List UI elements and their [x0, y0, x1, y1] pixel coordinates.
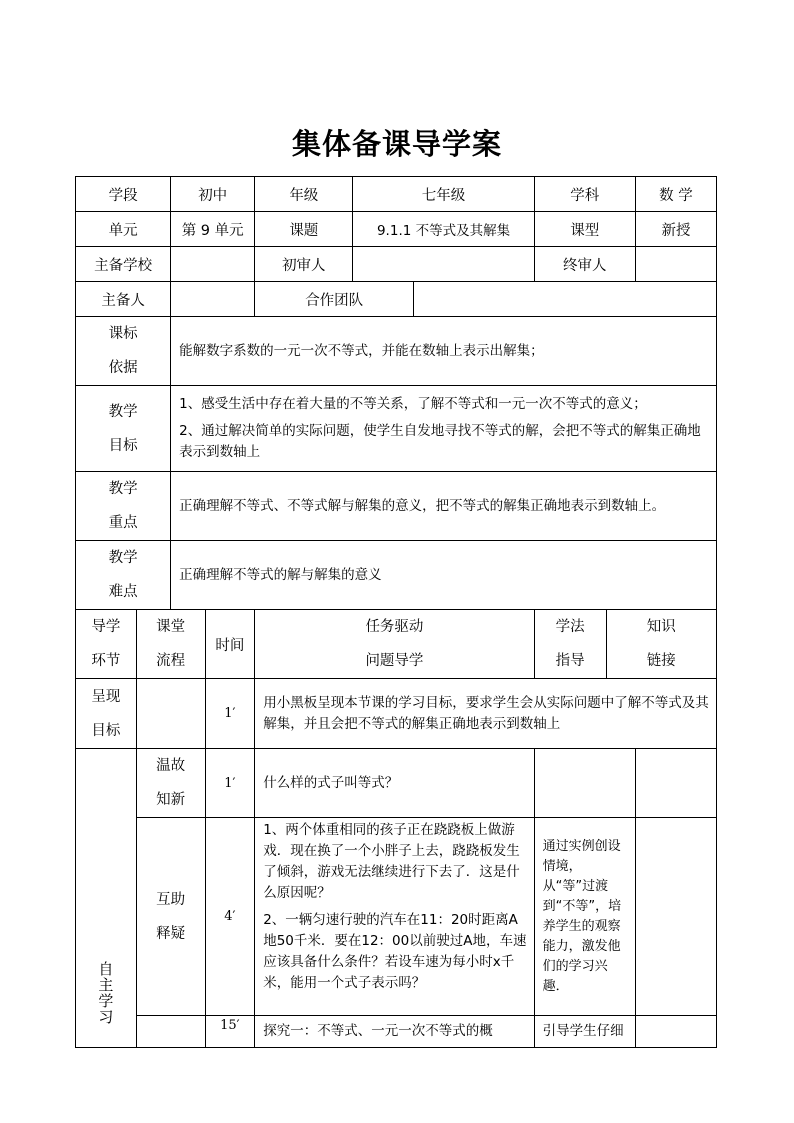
topic-value: 9.1.1 不等式及其解集 — [353, 212, 534, 247]
goal-item-2: 2、通过解决简单的实际问题，使学生自发地寻找不等式的解，会把不等式的解集正确地表示到数轴上 — [179, 423, 701, 460]
key-label-line2: 重点 — [108, 515, 138, 531]
preparer-value[interactable] — [171, 282, 255, 317]
school-label: 主备学校 — [76, 247, 171, 282]
review-link — [635, 749, 716, 818]
col-method-header — [534, 610, 606, 679]
col-stage-header-line2: 环节 — [91, 653, 121, 669]
explore-time: 15′ — [205, 1016, 255, 1048]
standard-label — [76, 317, 171, 386]
key-label-line1: 教学 — [108, 481, 138, 497]
review-label-line2: 知新 — [156, 792, 186, 808]
review-label-line1: 温故 — [156, 758, 186, 774]
key-text: 正确理解不等式、不等式解与解集的意义，把不等式的解集正确地表示到数轴上。 — [171, 472, 717, 541]
col-flow-header — [136, 610, 205, 679]
difficulty-label-line2: 难点 — [108, 584, 138, 600]
col-flow-header-line1: 课堂 — [156, 619, 186, 635]
present-goal-label-line1: 呈现 — [91, 688, 121, 705]
preparer-label: 主备人 — [76, 282, 171, 317]
help-question-1: 1、两个体重相同的孩子正在跷跷板上做游戏．现在换了一个小胖子上去，跷跷板发生了倾斜，游戏无法继续进行下去了．这是什么原因呢？ — [263, 822, 520, 901]
col-task-header-line1: 任务驱动 — [365, 619, 424, 635]
review-text: 什么样的式子叫等式？ — [255, 749, 534, 818]
unit-label: 单元 — [76, 212, 171, 247]
help-link — [635, 818, 716, 1016]
present-goal-label — [76, 679, 137, 749]
col-time-header: 时间 — [205, 610, 255, 679]
self-study-label: 自主学习 — [96, 961, 115, 1025]
unit-value: 第 9 单元 — [171, 212, 255, 247]
goal-label-line1: 教学 — [108, 403, 138, 420]
review-method — [534, 749, 635, 818]
review-label — [136, 749, 205, 818]
goal-text — [171, 386, 717, 472]
col-link-header — [606, 610, 716, 679]
difficulty-label — [76, 541, 171, 610]
goal-label-line2: 目标 — [108, 437, 138, 454]
review-time: 1′ — [205, 749, 255, 818]
grade-label: 年级 — [255, 177, 353, 212]
present-time: 1′ — [205, 679, 255, 749]
stage-value: 初中 — [171, 177, 255, 212]
help-label-line2: 释疑 — [156, 925, 186, 942]
difficulty-text: 正确理解不等式的解与解集的意义 — [171, 541, 717, 610]
help-label — [136, 818, 205, 1016]
school-value[interactable] — [171, 247, 255, 282]
topic-label: 课题 — [255, 212, 353, 247]
first-review-value[interactable] — [353, 247, 534, 282]
final-review-label: 终审人 — [534, 247, 635, 282]
help-guide: 通过实例创设情境，从“等”过渡到“不等”，培养学生的观察能力，激发他们的学习兴趣． — [534, 818, 635, 1016]
team-value[interactable] — [414, 282, 717, 317]
difficulty-label-line1: 教学 — [108, 550, 138, 566]
present-text: 用小黑板呈现本节课的学习目标，要求学生会从实际问题中了解不等式及其解集，并且会把不等式的解集正确地表示到数轴上 — [255, 679, 717, 749]
explore-text: 探究一：不等式、一元一次不等式的概 — [255, 1016, 534, 1048]
explore-flow-cell — [136, 1016, 205, 1048]
explore-link — [635, 1016, 716, 1048]
col-link-header-line1: 知识 — [646, 619, 676, 635]
help-text — [255, 818, 534, 1016]
standard-label-line2: 依据 — [108, 360, 138, 376]
goal-item-1: 1、感受生活中存在着大量的不等关系，了解不等式和一元一次不等式的意义； — [179, 396, 647, 412]
subject-label: 学科 — [534, 177, 635, 212]
col-task-header — [255, 610, 534, 679]
key-label — [76, 472, 171, 541]
present-goal-label-line2: 目标 — [91, 722, 121, 739]
explore-guide: 引导学生仔细 — [534, 1016, 635, 1048]
final-review-value[interactable] — [635, 247, 716, 282]
help-question-2: 2、一辆匀速行驶的汽车在11：20时距离A地50千米．要在12：00以前驶过A地，车速应该具备什么条件？若设车速为每小时x千米，能用一个式子表示吗？ — [263, 912, 527, 991]
col-link-header-line2: 链接 — [646, 653, 676, 669]
goal-label — [76, 386, 171, 472]
present-flow-cell — [136, 679, 205, 749]
col-method-header-line2: 指导 — [555, 653, 585, 669]
col-flow-header-line2: 流程 — [156, 653, 186, 669]
subject-value: 数 学 — [635, 177, 716, 212]
type-label: 课型 — [534, 212, 635, 247]
stage-label: 学段 — [76, 177, 171, 212]
first-review-label: 初审人 — [255, 247, 353, 282]
standard-text: 能解数字系数的一元一次不等式，并能在数轴上表示出解集； — [171, 317, 717, 386]
col-method-header-line1: 学法 — [555, 619, 585, 635]
col-task-header-line2: 问题导学 — [365, 653, 424, 669]
type-value: 新授 — [635, 212, 716, 247]
standard-label-line1: 课标 — [108, 326, 138, 342]
help-label-line1: 互助 — [156, 891, 186, 908]
grade-value: 七年级 — [353, 177, 534, 212]
self-study-cell — [76, 749, 137, 1048]
page-title: 集体备课导学案 — [291, 127, 502, 161]
col-stage-header-line1: 导学 — [91, 619, 121, 635]
col-stage-header — [76, 610, 137, 679]
lesson-plan-table — [75, 176, 717, 1048]
help-time: 4′ — [205, 818, 255, 1016]
team-label: 合作团队 — [255, 282, 414, 317]
